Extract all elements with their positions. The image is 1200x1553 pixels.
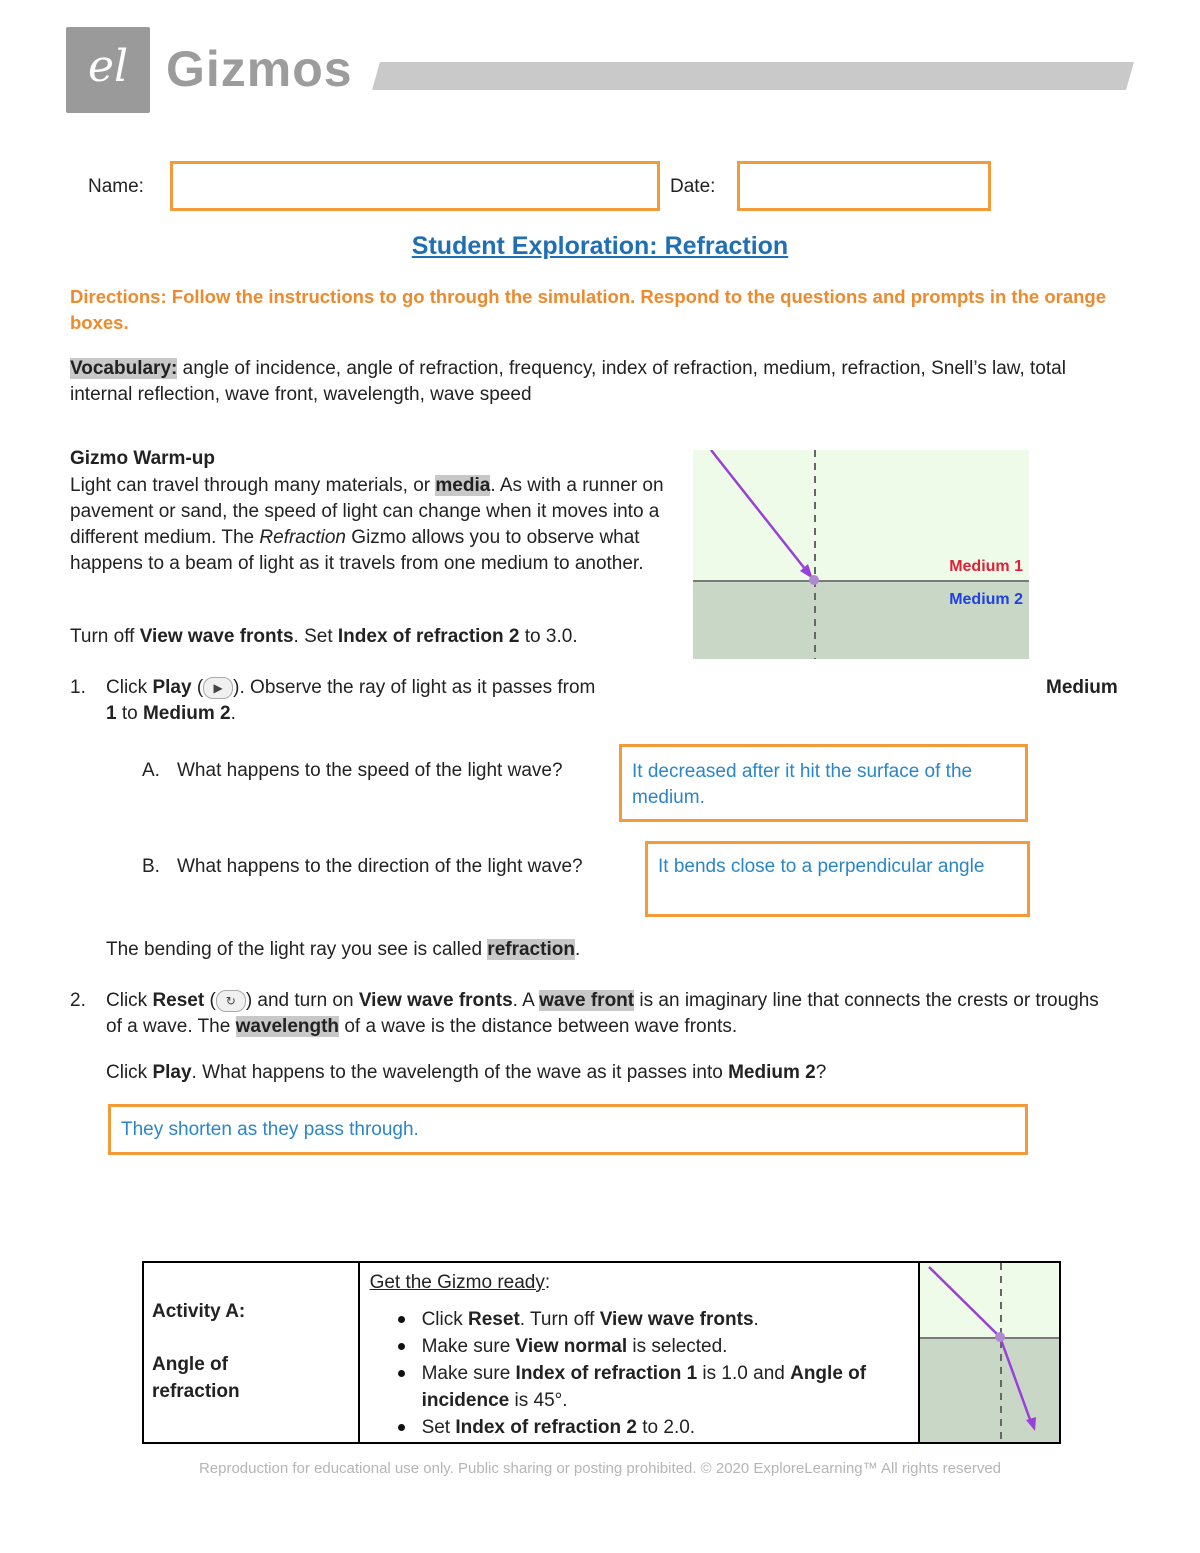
term-media: media [435,475,491,496]
medium-2-area [920,1338,1059,1442]
setup-steps [370,1306,918,1441]
activity-label-cell [143,1262,359,1443]
term-wave-front: wave front [539,990,635,1011]
refraction-figure [693,450,1029,659]
activity-steps-cell [359,1262,919,1443]
vocabulary-terms: angle of incidence, angle of refraction, frequency, index of refraction, medium, refraction, Snell’s law, total internal reflection, wave front, wavelength, wave speed [70,358,1066,405]
play-icon: ▶ [203,677,233,699]
refraction-statement: The bending of the light ray you see is called refraction. [106,939,581,960]
activity-label: Activity A: [152,1301,246,1322]
name-field[interactable] [170,161,660,211]
q1-text: Click Play ( ▶ ). Observe the ray of light as it passes from [106,677,596,698]
q1a-answer-box[interactable]: It decreased after it hit the surface of the medium. [619,744,1028,822]
q1-text-cont: 1 to Medium 2. [106,703,236,724]
q2-prompt: Click Play. What happens to the wavelength of the wave as it passes into Medium 2? [106,1062,827,1083]
medium-1-label: Medium 1 [949,558,1023,575]
q2-number: 2. [70,990,86,1011]
q1a-label: A. [142,760,160,781]
q2-answer-box[interactable]: They shorten as they pass through. [108,1104,1028,1155]
q1b-answer-box[interactable]: It bends close to a perpendicular angle [645,841,1030,917]
gizmo-ready-heading: Get the Gizmo ready: [369,1272,551,1293]
activity-refraction-diagram [920,1263,1059,1442]
incidence-point [809,575,819,585]
activity-name: Angle of refraction [152,1354,240,1402]
warmup-instruction: Turn off View wave fronts. Set Index of refraction 2 to 3.0. [70,626,578,647]
setup-step: Click Reset. Turn off View wave fronts. [422,1306,918,1333]
name-label: Name: [88,176,144,197]
copyright-footer: Reproduction for educational use only. Public sharing or posting prohibited. © 2020 ExploreLearning™ All rights reserved [198,1460,1002,1477]
date-field[interactable] [737,161,991,211]
logo-mark: el [87,41,129,92]
warmup-paragraph: Light can travel through many materials, or media. As with a runner on pavement or sand, the speed of light can change when it moves into a different medium. The Refraction Gizmo allows you to observe what happens to a beam of light as it travels from one medium to another. [70,475,664,574]
refraction-diagram [693,450,1029,659]
q2-text: Click Reset ( ↻ ) and turn on View wave fronts. A wave front is an imaginary line that connects the crests or troughs of a wave. The wavelength of a wave is the distance between wave fronts. [106,990,1099,1037]
activity-a-table [142,1261,1061,1444]
q1b-label: B. [142,856,160,877]
setup-step: Make sure View normal is selected. [422,1333,918,1360]
vocabulary-label: Vocabulary: [70,358,178,379]
q1-medium-word: Medium [1046,677,1118,698]
brand-name: Gizmos [166,41,353,97]
header-bar [372,62,1134,90]
term-wavelength: wavelength [235,1016,340,1037]
setup-step: Set Index of refraction 2 to 2.0. [422,1414,918,1441]
warmup-heading: Gizmo Warm-up [70,448,215,469]
directions: Directions: Follow the instructions to go through the simulation. Respond to the questions and prompts in the orange boxes. [70,286,1106,333]
incidence-point [995,1332,1005,1342]
date-label: Date: [670,176,716,197]
term-refraction: refraction [487,939,575,960]
explorelearning-logo [66,27,150,113]
vocabulary [70,356,1130,408]
setup-step: Make sure Index of refraction 1 is 1.0 and Angle of incidence is 45°. [422,1360,918,1414]
reset-icon: ↻ [216,990,246,1012]
page-title: Student Exploration: Refraction [411,232,789,260]
activity-figure-cell [919,1262,1060,1443]
q1-number: 1. [70,677,86,698]
q1a-question: What happens to the speed of the light wave? [177,760,563,781]
q1b-question: What happens to the direction of the light wave? [177,856,583,877]
medium-2-label: Medium 2 [949,591,1023,608]
